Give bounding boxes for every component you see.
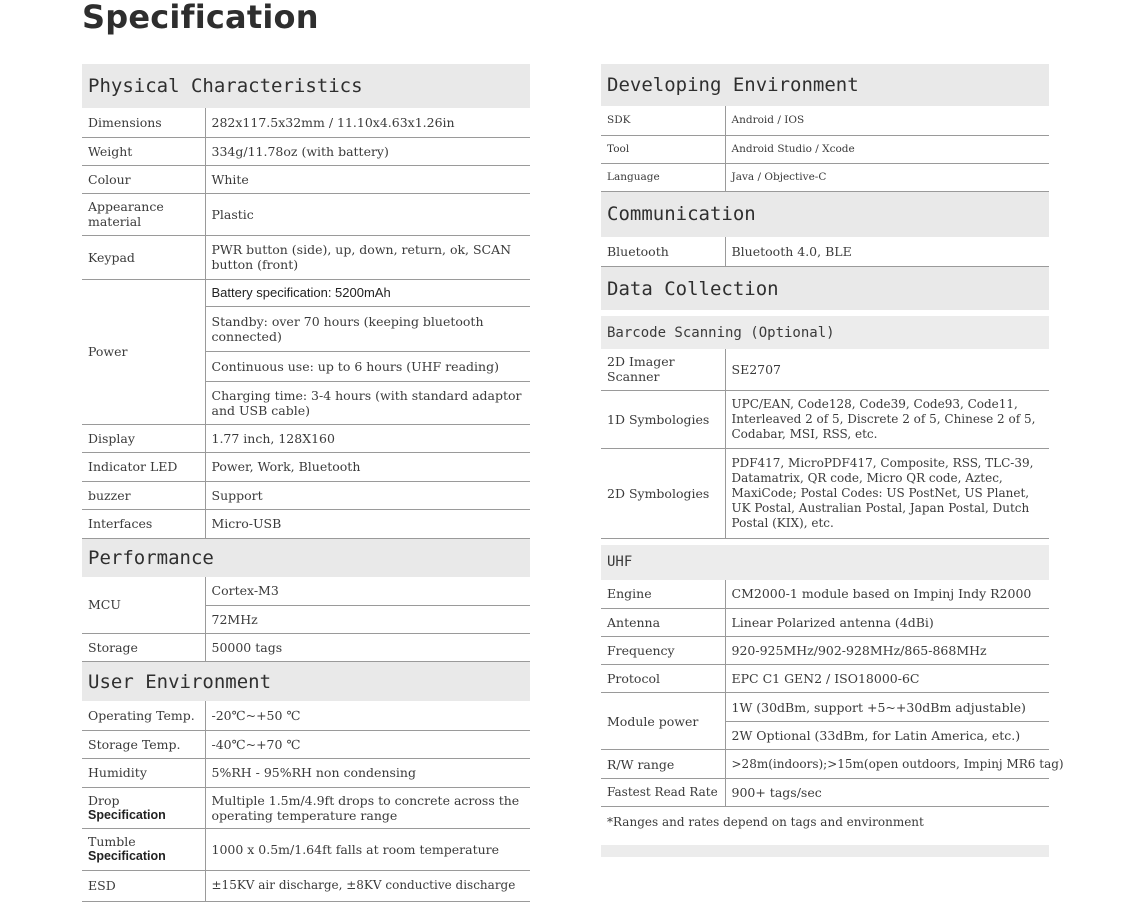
row-label bbox=[82, 787, 205, 828]
row-2d-symbologies bbox=[601, 448, 1049, 538]
data-collection-table bbox=[601, 349, 1049, 539]
row-value: Java / Objective-C bbox=[725, 163, 1049, 191]
row-value: 900+ tags/sec bbox=[725, 779, 1049, 807]
row-value: 2W Optional (33dBm, for Latin America, etc.) bbox=[725, 722, 1049, 750]
right-column bbox=[601, 64, 1064, 857]
row-value: Continuous use: up to 6 hours (UHF reading) bbox=[205, 351, 530, 381]
row-value: SE2707 bbox=[725, 349, 1049, 390]
row-value: -20℃~+50 ℃ bbox=[205, 701, 530, 730]
row-value: 72MHz bbox=[205, 606, 530, 634]
row-value: PWR button (side), up, down, return, ok, SCAN button (front) bbox=[205, 235, 530, 279]
row-label: Module power bbox=[601, 693, 725, 750]
row-label: Antenna bbox=[601, 609, 725, 637]
row-operating-temp bbox=[82, 701, 530, 730]
row-label: Dimensions bbox=[82, 108, 205, 137]
row-label: ESD bbox=[82, 870, 205, 901]
row-label: Interfaces bbox=[82, 509, 205, 538]
row-label: Operating Temp. bbox=[82, 701, 205, 730]
row-label: 1D Symbologies bbox=[601, 390, 725, 448]
row-label-bottom: Specification bbox=[88, 807, 166, 822]
row-bluetooth bbox=[601, 237, 1049, 267]
row-value: 1000 x 0.5m/1.64ft falls at room temperature bbox=[205, 828, 530, 870]
row-label: Storage bbox=[82, 634, 205, 662]
row-value: >28m(indoors);>15m(open outdoors, Impinj MR6 tag) bbox=[725, 750, 1049, 779]
row-module-power bbox=[601, 693, 1049, 722]
section-title-physical: Physical Characteristics bbox=[82, 64, 530, 108]
row-antenna bbox=[601, 609, 1049, 637]
row-value: 920-925MHz/902-928MHz/865-868MHz bbox=[725, 637, 1049, 665]
section-title-communication: Communication bbox=[601, 192, 1049, 237]
row-value: Multiple 1.5m/4.9ft drops to concrete across the operating temperature range bbox=[205, 787, 530, 828]
row-value: Linear Polarized antenna (4dBi) bbox=[725, 609, 1049, 637]
row-mcu bbox=[82, 577, 530, 606]
row-storage bbox=[82, 634, 530, 662]
row-label-bottom: Specification bbox=[88, 849, 166, 863]
spacer bbox=[601, 836, 1049, 845]
row-label: Tool bbox=[601, 135, 725, 163]
row-value: ±15KV air discharge, ±8KV conductive discharge bbox=[205, 870, 530, 901]
row-label: Display bbox=[82, 424, 205, 452]
bottom-bar bbox=[601, 845, 1049, 857]
row-value: 282x117.5x32mm / 11.10x4.63x1.26in bbox=[205, 108, 530, 137]
row-value: Battery specification: 5200mAh bbox=[205, 279, 530, 306]
row-value: Power, Work, Bluetooth bbox=[205, 452, 530, 481]
row-value: CM2000-1 module based on Impinj Indy R2000 bbox=[725, 580, 1049, 609]
row-keypad bbox=[82, 235, 530, 279]
page-title: Specification bbox=[82, 0, 319, 36]
row-value: 50000 tags bbox=[205, 634, 530, 662]
row-protocol bbox=[601, 665, 1049, 693]
footnote: *Ranges and rates depend on tags and environment bbox=[607, 814, 924, 829]
row-label: Keypad bbox=[82, 235, 205, 279]
row-storage-temp bbox=[82, 730, 530, 758]
row-value: -40℃~+70 ℃ bbox=[205, 730, 530, 758]
row-engine bbox=[601, 580, 1049, 609]
row-interfaces bbox=[82, 509, 530, 538]
row-label-top: Tumble bbox=[88, 834, 136, 849]
row-value: Support bbox=[205, 481, 530, 509]
row-value: 1.77 inch, 128X160 bbox=[205, 424, 530, 452]
row-rw-range bbox=[601, 750, 1049, 779]
row-label: Storage Temp. bbox=[82, 730, 205, 758]
row-tumble bbox=[82, 828, 530, 870]
section-title-performance: Performance bbox=[82, 539, 530, 577]
row-display bbox=[82, 424, 530, 452]
row-label: Appearance material bbox=[82, 193, 205, 235]
subsection-title-barcode: Barcode Scanning (Optional) bbox=[601, 316, 1049, 349]
row-value: Android / IOS bbox=[725, 106, 1049, 135]
row-label: 2D Symbologies bbox=[601, 448, 725, 538]
row-tool bbox=[601, 135, 1049, 163]
row-label: Humidity bbox=[82, 758, 205, 787]
row-label: Bluetooth bbox=[601, 237, 725, 267]
row-esd bbox=[82, 870, 530, 901]
row-buzzer bbox=[82, 481, 530, 509]
row-label: MCU bbox=[82, 577, 205, 634]
uhf-table bbox=[601, 580, 1064, 808]
row-indicator bbox=[82, 452, 530, 481]
row-frequency bbox=[601, 637, 1049, 665]
section-title-developing-environment: Developing Environment bbox=[601, 64, 1049, 106]
row-value: PDF417, MicroPDF417, Composite, RSS, TLC-39, Datamatrix, QR code, Micro QR code, Aztec, MaxiCode; Postal Codes: US PostNet, US Planet, UK Postal, Australian Postal, Japan Postal, Dutch Postal (KIX), etc. bbox=[725, 448, 1049, 538]
row-label: Engine bbox=[601, 580, 725, 609]
left-column bbox=[82, 64, 530, 902]
row-value: Cortex-M3 bbox=[205, 577, 530, 606]
section-title-uhf: UHF bbox=[601, 545, 1049, 580]
row-value: 5%RH - 95%RH non condensing bbox=[205, 758, 530, 787]
row-humidity bbox=[82, 758, 530, 787]
row-power-battery bbox=[82, 279, 530, 306]
row-value: UPC/EAN, Code128, Code39, Code93, Code11, Interleaved 2 of 5, Discrete 2 of 5, Chinese 2 of 5, Codabar, MSI, RSS, etc. bbox=[725, 390, 1049, 448]
row-label bbox=[82, 828, 205, 870]
section-title-user-environment: User Environment bbox=[82, 662, 530, 701]
row-value: Charging time: 3-4 hours (with standard adaptor and USB cable) bbox=[205, 381, 530, 424]
row-value: White bbox=[205, 165, 530, 193]
row-imager bbox=[601, 349, 1049, 390]
row-value: Standby: over 70 hours (keeping bluetooth connected) bbox=[205, 306, 530, 351]
section-title-data-collection: Data Collection bbox=[601, 267, 1049, 310]
row-read-rate bbox=[601, 779, 1049, 807]
row-language bbox=[601, 163, 1049, 191]
row-sdk bbox=[601, 106, 1049, 135]
row-label: Colour bbox=[82, 165, 205, 193]
performance-table bbox=[82, 577, 530, 663]
row-label: buzzer bbox=[82, 481, 205, 509]
row-label: R/W range bbox=[601, 750, 725, 779]
row-appearance bbox=[82, 193, 530, 235]
row-label: SDK bbox=[601, 106, 725, 135]
row-value: Micro-USB bbox=[205, 509, 530, 538]
row-label-top: Drop bbox=[88, 792, 120, 808]
row-label: Power bbox=[82, 279, 205, 424]
row-value: Bluetooth 4.0, BLE bbox=[725, 237, 1049, 267]
dev-environment-table bbox=[601, 106, 1049, 192]
row-label: Indicator LED bbox=[82, 452, 205, 481]
row-dimensions bbox=[82, 108, 530, 137]
row-value: Android Studio / Xcode bbox=[725, 135, 1049, 163]
user-environment-table bbox=[82, 701, 530, 902]
row-label: Frequency bbox=[601, 637, 725, 665]
row-value: EPC C1 GEN2 / ISO18000-6C bbox=[725, 665, 1049, 693]
row-label: 2D Imager Scanner bbox=[601, 349, 725, 390]
row-label: Fastest Read Rate bbox=[601, 779, 725, 807]
row-drop bbox=[82, 787, 530, 828]
row-label: Protocol bbox=[601, 665, 725, 693]
row-value: Plastic bbox=[205, 193, 530, 235]
row-value: 1W (30dBm, support +5~+30dBm adjustable) bbox=[725, 693, 1049, 722]
row-label: Weight bbox=[82, 137, 205, 165]
communication-table bbox=[601, 237, 1049, 268]
row-1d-symbologies bbox=[601, 390, 1049, 448]
row-label: Language bbox=[601, 163, 725, 191]
row-colour bbox=[82, 165, 530, 193]
physical-table bbox=[82, 108, 530, 539]
row-value: 334g/11.78oz (with battery) bbox=[205, 137, 530, 165]
row-weight bbox=[82, 137, 530, 165]
